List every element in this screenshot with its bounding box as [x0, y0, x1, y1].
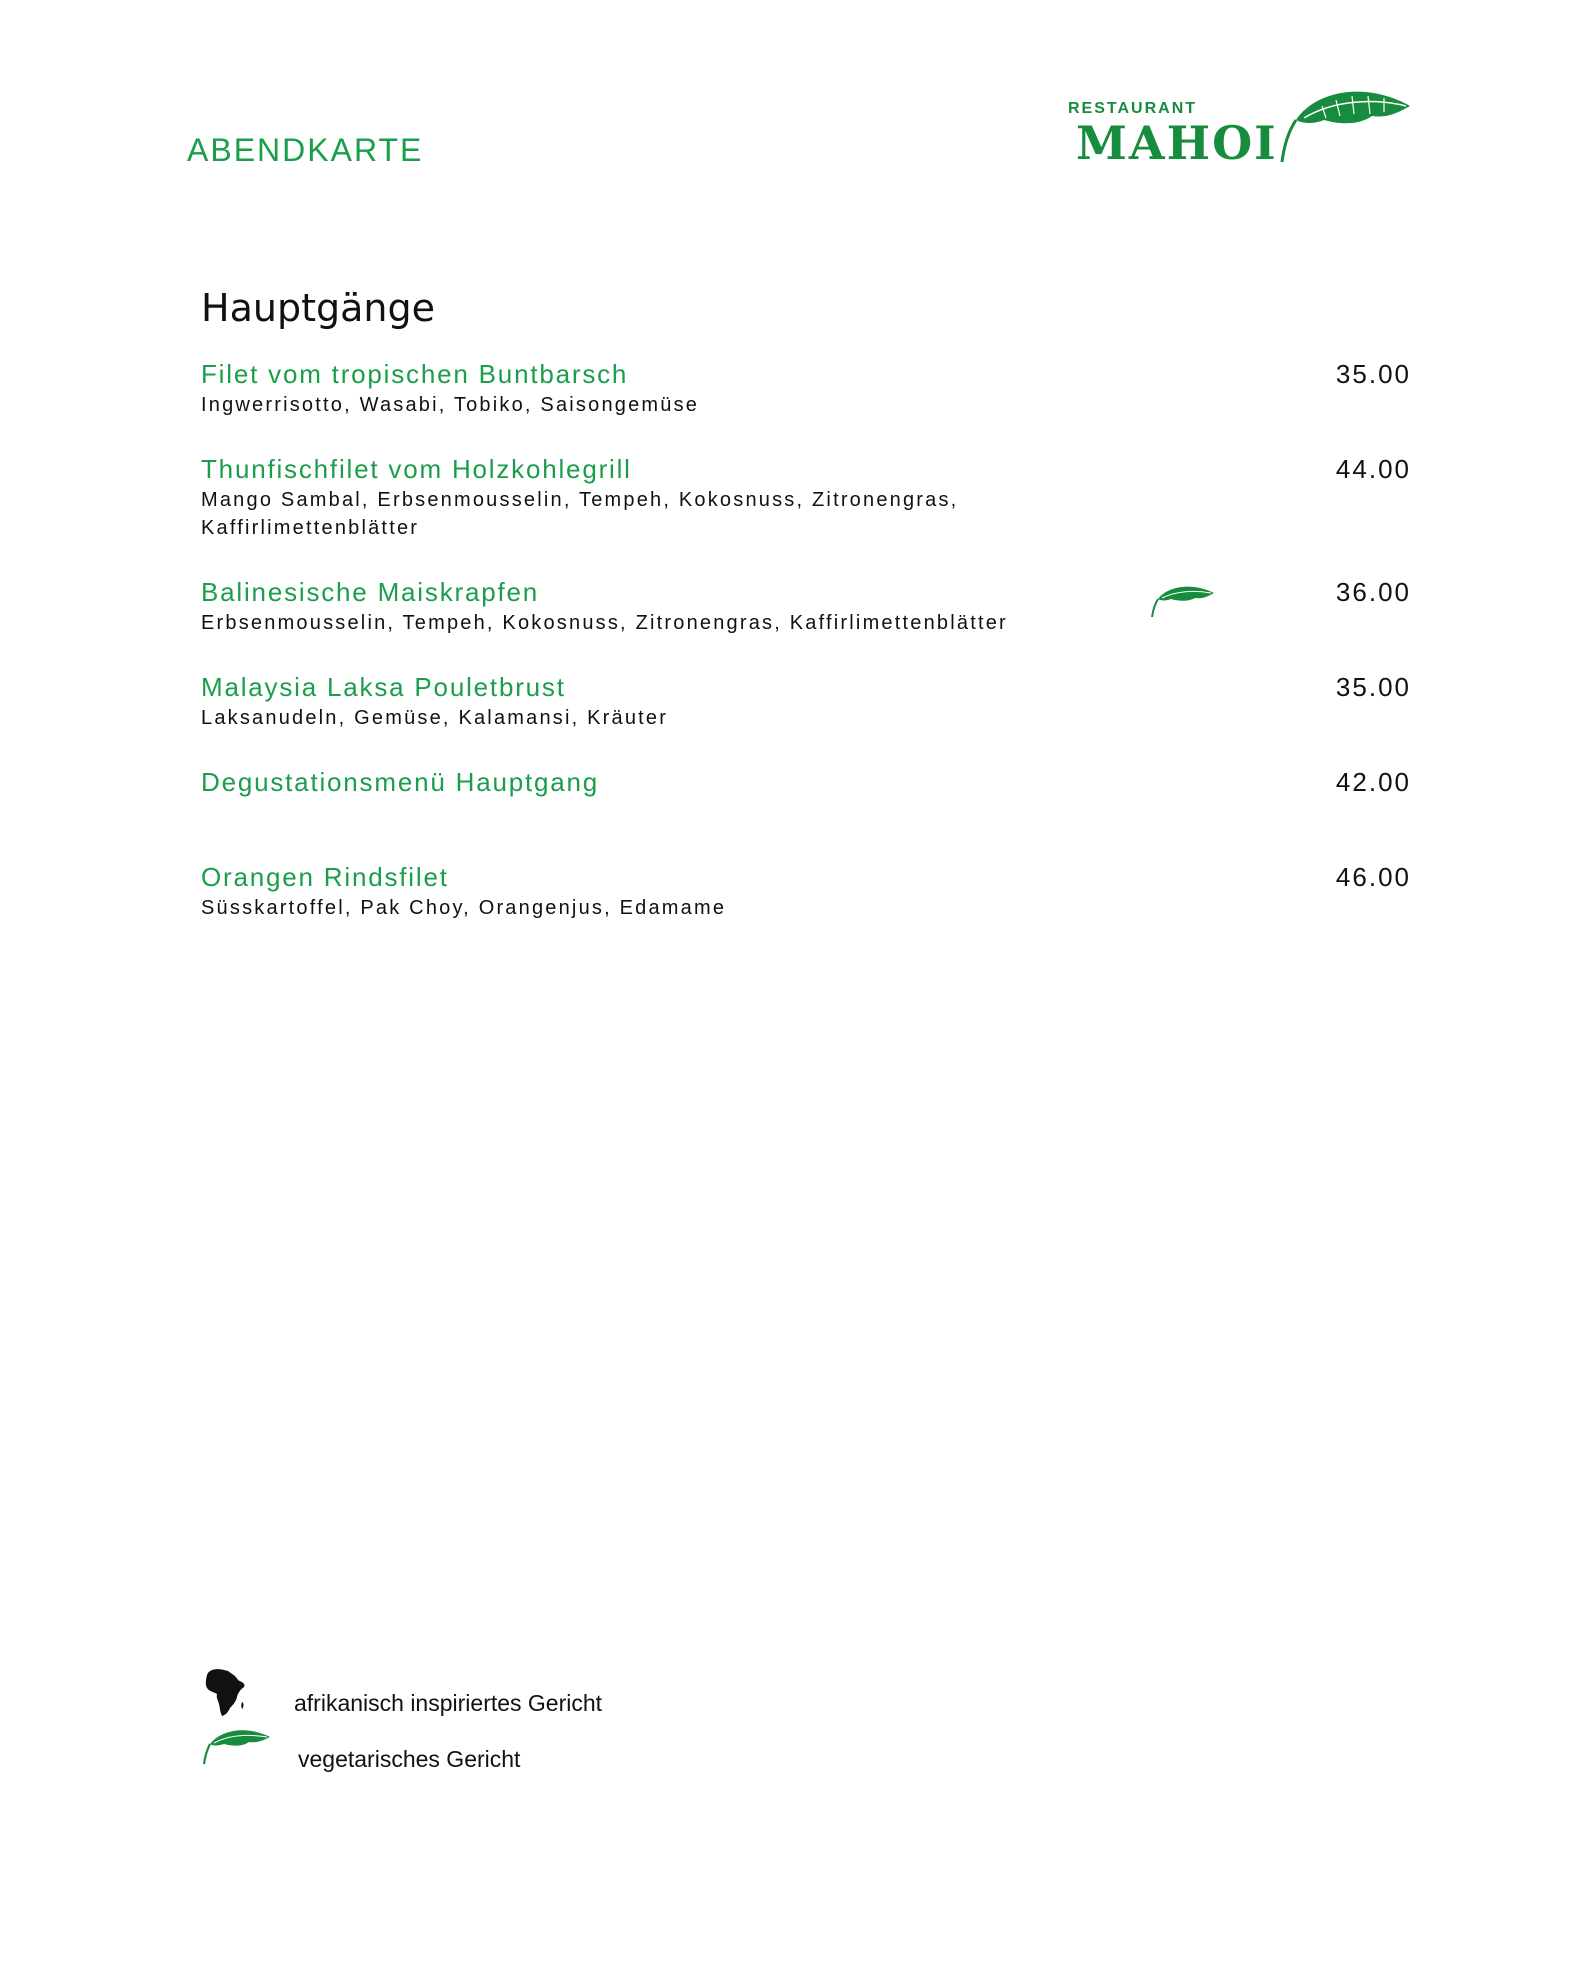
logo-small-text: RESTAURANT	[1068, 100, 1198, 117]
menu-item-description: Süsskartoffel, Pak Choy, Orangenjus, Edamame	[201, 897, 727, 919]
africa-icon	[204, 1668, 250, 1718]
menu-item-description: Mango Sambal, Erbsenmousselin, Tempeh, Kokosnuss, Zitronengras, Kaffirlimettenblätter	[201, 489, 959, 539]
menu-item-name: Orangen Rindsfilet	[201, 862, 449, 892]
section-title: Hauptgänge	[201, 286, 435, 330]
menu-item-name: Filet vom tropischen Buntbarsch	[201, 359, 629, 389]
menu-item-price: 35.00	[1335, 672, 1411, 702]
menu-item-price: 44.00	[1335, 454, 1411, 484]
menu-item-description: Ingwerrisotto, Wasabi, Tobiko, Saisongemüse	[201, 394, 700, 416]
restaurant-logo	[1064, 84, 1434, 174]
menu-item	[201, 670, 1411, 765]
menu-item-description: Laksanudeln, Gemüse, Kalamansi, Kräuter	[201, 707, 669, 729]
leaf-icon	[1148, 583, 1218, 619]
menu-item	[201, 357, 1411, 452]
leaf-icon	[200, 1726, 274, 1766]
menu-item	[201, 452, 1411, 575]
menu-item-price: 35.00	[1335, 359, 1411, 389]
menu-item	[201, 765, 1411, 860]
menu-items-list	[201, 357, 1411, 955]
menu-item	[201, 575, 1411, 670]
menu-item-name: Degustationsmenü Hauptgang	[201, 767, 600, 797]
menu-item-price: 46.00	[1335, 862, 1411, 892]
menu-item-description: Erbsenmousselin, Tempeh, Kokosnuss, Zitronengras, Kaffirlimettenblätter	[201, 612, 1008, 634]
logo-name-text: MAHOI	[1076, 116, 1278, 170]
menu-item	[201, 860, 1411, 955]
menu-item-price: 36.00	[1335, 577, 1411, 607]
legend-label: afrikanisch inspiriertes Gericht	[294, 1690, 603, 1716]
legend-label: vegetarisches Gericht	[298, 1746, 521, 1772]
menu-item-name: Thunfischfilet vom Holzkohlegrill	[201, 454, 632, 484]
menu-type-title: ABENDKARTE	[187, 132, 424, 168]
menu-item-price: 42.00	[1335, 767, 1411, 797]
menu-item-name: Balinesische Maiskrapfen	[201, 577, 540, 607]
logo-leaf-icon	[1274, 84, 1424, 166]
menu-item-name: Malaysia Laksa Pouletbrust	[201, 672, 566, 702]
